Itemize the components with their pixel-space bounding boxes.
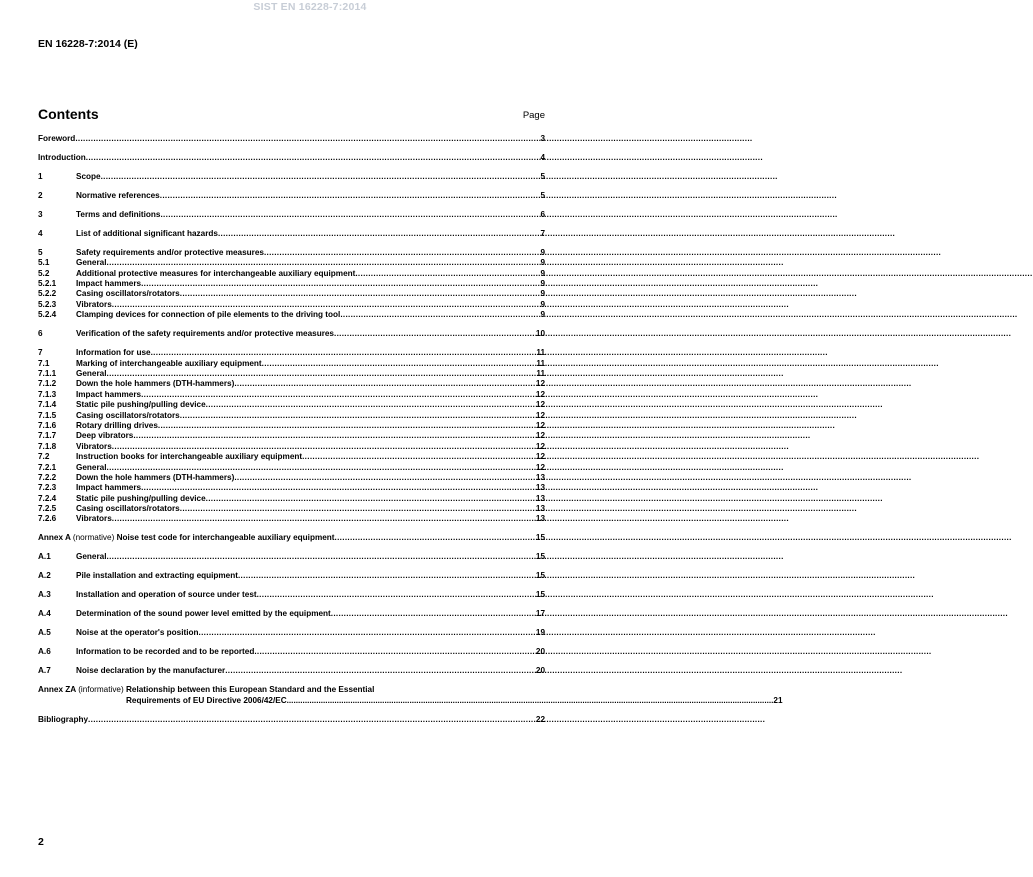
- leader-dots: [107, 258, 540, 268]
- toc-entry-number: 7.1.8: [38, 441, 57, 451]
- toc-entry-page: 15: [535, 571, 545, 581]
- toc-entry-number: A.7: [38, 666, 51, 676]
- toc-entry-page: 3: [540, 133, 545, 143]
- toc-entry-number: 5.2.2: [38, 289, 57, 299]
- leader-dots: [141, 390, 535, 400]
- leader-dots: [234, 473, 535, 483]
- toc-entry-6[interactable]: [38, 329, 545, 339]
- toc-entry-title: Introduction: [38, 152, 86, 162]
- toc-entry-title: Deep vibrators: [76, 431, 134, 441]
- toc-entry-number: 5.2: [38, 268, 50, 278]
- toc-entry-number: 7.1.7: [38, 431, 57, 441]
- toc-entry-number: 6: [38, 329, 43, 339]
- toc-entry-2[interactable]: [38, 191, 545, 201]
- toc-entry-title: Foreword: [38, 133, 76, 143]
- toc-entry-page: 19: [535, 628, 545, 638]
- toc-entry-page: 13: [535, 504, 545, 514]
- toc-entry-title: Safety requirements and/or protective measures: [76, 247, 264, 257]
- toc-entry-number: 5.1: [38, 258, 50, 268]
- leader-dots: [238, 571, 535, 581]
- watermark: SIST EN 16228-7:2014: [253, 1, 367, 13]
- toc-entry-title: Noise declaration by the manufacturer: [76, 666, 226, 676]
- leader-dots: [180, 289, 540, 299]
- toc-entry-title: General: [76, 462, 107, 472]
- page-column-label: Page: [522, 110, 545, 121]
- leader-dots: [340, 310, 539, 320]
- toc-entry-a-6[interactable]: [38, 647, 545, 657]
- leader-dots: [151, 348, 536, 358]
- toc-entry-title: [38, 533, 335, 543]
- toc-entry-7-1-1[interactable]: [38, 369, 545, 379]
- toc-entry-number: 7.1.2: [38, 379, 57, 389]
- toc-entry-page: 13: [535, 493, 545, 503]
- leader-dots: [355, 269, 539, 279]
- toc-entry-page: 20: [535, 647, 545, 657]
- toc-entry-number: 4: [38, 228, 43, 238]
- toc-entry-title: Information to be recorded and to be reported: [76, 647, 255, 657]
- leader-dots: [158, 421, 535, 431]
- annex-za-title-group: [126, 685, 783, 706]
- toc-entry-title: Vibrators: [76, 299, 112, 309]
- toc-entry-number: 5: [38, 247, 43, 257]
- leader-dots: [180, 411, 535, 421]
- toc-entry-number: A.4: [38, 609, 51, 619]
- toc-entry-7-1-8[interactable]: [38, 442, 545, 452]
- toc-entry-7-2-3[interactable]: [38, 483, 545, 493]
- page-number: 2: [38, 836, 44, 848]
- toc-entry-title: Noise at the operator's position: [76, 628, 199, 638]
- toc-entry-page: 4: [540, 152, 545, 162]
- leader-dots: [86, 153, 540, 163]
- toc-entry-page: 11: [536, 368, 545, 378]
- toc-entry-number: A.2: [38, 571, 51, 581]
- annex-title: Noise test code for interchangeable auxiliary equipment: [116, 533, 335, 543]
- toc-entry-page: 9: [540, 310, 545, 320]
- toc-entry-number: A.6: [38, 647, 51, 657]
- annex-title-line-2: Requirements of EU Directive 2006/42/EC: [125, 695, 287, 705]
- leader-dots: [257, 590, 535, 600]
- toc-entry-3[interactable]: [38, 210, 545, 220]
- toc-entry-title: Bibliography: [38, 714, 89, 724]
- toc-entry-a-1[interactable]: [38, 552, 545, 562]
- toc-entry-7-2-2[interactable]: [38, 473, 545, 483]
- annex-label: Annex A: [38, 533, 71, 543]
- toc-entry-introduction[interactable]: [38, 153, 545, 163]
- leader-dots: [199, 628, 535, 638]
- toc-entry-title: Clamping devices for connection of pile elements to the driving tool: [76, 310, 341, 320]
- toc-entry-title: Casing oscillators/rotators: [76, 410, 180, 420]
- leader-dots: [287, 696, 774, 706]
- toc-entry-title: General: [76, 258, 107, 268]
- toc-entry-5-2-3[interactable]: [38, 300, 545, 310]
- toc-entry-page: 9: [540, 289, 545, 299]
- leader-dots: [335, 533, 535, 543]
- toc-entry-page: 12: [535, 420, 545, 430]
- toc-entry-number: 1: [38, 171, 43, 181]
- toc-entry-title: Pile installation and extracting equipment: [76, 571, 238, 581]
- toc-entry-number: 7.2.2: [38, 472, 57, 482]
- toc-entry-number: 7.2.3: [38, 483, 57, 493]
- toc-entry-7-2[interactable]: [38, 452, 545, 462]
- toc-entry-number: 5.2.3: [38, 299, 57, 309]
- annex-label: Annex ZA: [38, 685, 76, 695]
- toc-entry-page: 9: [540, 247, 545, 257]
- annex-za-label-group: [38, 685, 126, 706]
- annex-kind: (informative): [78, 685, 124, 695]
- leader-dots: [234, 379, 535, 389]
- toc-entry-page: 12: [535, 410, 545, 420]
- leader-dots: [302, 452, 535, 462]
- toc-entry-title: List of additional significant hazards: [76, 228, 218, 238]
- toc-entry-page: 12: [535, 379, 545, 389]
- toc-entry-title: Casing oscillators/rotators: [76, 504, 180, 514]
- toc-entry-number: 3: [38, 209, 43, 219]
- toc-entry-7-1-2[interactable]: [38, 379, 545, 389]
- leader-dots: [206, 400, 535, 410]
- leader-dots: [107, 369, 536, 379]
- toc-entry-title: Casing oscillators/rotators: [76, 289, 180, 299]
- toc-entry-title: General: [76, 552, 107, 562]
- toc-entry-title: Scope: [76, 171, 101, 181]
- toc-entry-page: 12: [535, 452, 545, 462]
- toc-entry-title: Vibrators: [76, 514, 112, 524]
- table-of-contents: [38, 133, 783, 725]
- contents-heading: Contents: [38, 106, 99, 122]
- toc-entry-title: Determination of the sound power level emitted by the equipment: [76, 609, 331, 619]
- toc-entry-title: Marking of interchangeable auxiliary equipment: [76, 358, 262, 368]
- toc-entry-a-7[interactable]: [38, 666, 545, 676]
- toc-entry-page: 11: [536, 348, 545, 358]
- toc-entry-a-4[interactable]: [38, 609, 545, 619]
- toc-entry-number: 7.1.5: [38, 410, 57, 420]
- toc-entry-page: 9: [540, 268, 545, 278]
- toc-entry-page: 12: [535, 389, 545, 399]
- toc-entry-number: 7.1.3: [38, 389, 57, 399]
- toc-entry-page: 7: [540, 228, 545, 238]
- toc-entry-number: 7.1.4: [38, 400, 57, 410]
- toc-entry-title: Static pile pushing/pulling device: [76, 493, 206, 503]
- toc-entry-5[interactable]: [38, 248, 545, 258]
- toc-entry-annex-za[interactable]: [38, 685, 783, 706]
- toc-entry-title: Information for use: [76, 348, 151, 358]
- leader-dots: [75, 134, 539, 144]
- toc-entry-7-2-6[interactable]: [38, 514, 545, 524]
- toc-entry-number: A.1: [38, 552, 51, 562]
- toc-entry-title: Installation and operation of source under test: [76, 590, 257, 600]
- toc-entry-title: Terms and definitions: [76, 209, 161, 219]
- toc-entry-page: 13: [535, 472, 545, 482]
- toc-entry-bibliography[interactable]: [38, 715, 545, 725]
- leader-dots: [218, 229, 540, 239]
- toc-entry-title: Vibrators: [76, 441, 112, 451]
- toc-entry-foreword[interactable]: [38, 134, 545, 144]
- toc-entry-page: 11: [536, 358, 545, 368]
- toc-entry-page: 5: [540, 190, 545, 200]
- leader-dots: [180, 504, 535, 514]
- leader-dots: [262, 359, 536, 369]
- leader-dots: [101, 172, 540, 182]
- toc-entry-5-2-1[interactable]: [38, 279, 545, 289]
- leader-dots: [141, 483, 535, 493]
- toc-entry-title: Impact hammers: [76, 389, 142, 399]
- toc-entry-page: 10: [535, 329, 545, 339]
- toc-entry-page: 9: [540, 279, 545, 289]
- leader-dots: [206, 494, 535, 504]
- annex-kind: (normative): [72, 533, 115, 543]
- toc-entry-a-2[interactable]: [38, 571, 545, 581]
- toc-entry-1[interactable]: [38, 172, 545, 182]
- toc-entry-5-1[interactable]: [38, 258, 545, 268]
- toc-entry-title: Down the hole hammers (DTH-hammers): [76, 379, 235, 389]
- toc-entry-number: A.5: [38, 628, 51, 638]
- toc-entry-page: 21: [773, 695, 783, 705]
- leader-dots: [225, 666, 535, 676]
- toc-entry-number: 7.1.6: [38, 420, 57, 430]
- leader-dots: [160, 191, 540, 201]
- toc-entry-7-2-4[interactable]: [38, 494, 545, 504]
- toc-entry-page: 12: [535, 431, 545, 441]
- toc-entry-number: 5.2.4: [38, 310, 57, 320]
- toc-entry-5-2-4[interactable]: [38, 310, 545, 320]
- toc-entry-5-2[interactable]: [38, 269, 545, 279]
- leader-dots: [133, 431, 535, 441]
- toc-entry-page: 9: [540, 258, 545, 268]
- toc-entry-page: 15: [535, 590, 545, 600]
- leader-dots: [264, 248, 540, 258]
- toc-entry-title: Impact hammers: [76, 483, 142, 493]
- toc-entry-page: 20: [535, 666, 545, 676]
- leader-dots: [160, 210, 539, 220]
- toc-entry-title: Down the hole hammers (DTH-hammers): [76, 472, 235, 482]
- toc-entry-a-5[interactable]: [38, 628, 545, 638]
- toc-entry-page: 15: [535, 552, 545, 562]
- toc-entry-number: 7.2: [38, 452, 50, 462]
- toc-entry-number: 7.2.4: [38, 493, 57, 503]
- toc-entry-7-1-4[interactable]: [38, 400, 545, 410]
- annex-title-line-2-row: [126, 696, 783, 706]
- toc-entry-number: 7.2.5: [38, 504, 57, 514]
- toc-entry-annex-a[interactable]: [38, 533, 545, 543]
- toc-entry-7-1-5[interactable]: [38, 411, 545, 421]
- toc-entry-title: General: [76, 368, 107, 378]
- toc-entry-page: 12: [535, 441, 545, 451]
- toc-entry-a-3[interactable]: [38, 590, 545, 600]
- toc-entry-number: 5.2.1: [38, 279, 57, 289]
- toc-entry-page: 12: [535, 462, 545, 472]
- toc-entry-title: Impact hammers: [76, 279, 142, 289]
- leader-dots: [254, 647, 535, 657]
- toc-entry-7[interactable]: [38, 348, 545, 358]
- toc-entry-7-1-7[interactable]: [38, 431, 545, 441]
- toc-entry-number: 7.1.1: [38, 368, 57, 378]
- leader-dots: [112, 300, 540, 310]
- toc-entry-7-2-1[interactable]: [38, 463, 545, 473]
- toc-entry-number: 7.2.1: [38, 462, 57, 472]
- toc-entry-7-1-6[interactable]: [38, 421, 545, 431]
- toc-entry-page: 13: [535, 514, 545, 524]
- toc-entry-number: 7.2.6: [38, 514, 57, 524]
- leader-dots: [141, 279, 539, 289]
- leader-dots: [112, 514, 535, 524]
- toc-entry-page: 13: [535, 483, 545, 493]
- leader-dots: [334, 329, 535, 339]
- toc-entry-title: Rotary drilling drives: [76, 420, 158, 430]
- toc-entry-number: 7: [38, 348, 43, 358]
- toc-entry-title: Verification of the safety requirements and/or protective measures: [76, 329, 334, 339]
- leader-dots: [331, 609, 535, 619]
- toc-entry-page: 9: [540, 299, 545, 309]
- toc-entry-page: 22: [535, 714, 545, 724]
- toc-entry-title: Instruction books for interchangeable auxiliary equipment: [76, 452, 303, 462]
- toc-entry-4[interactable]: [38, 229, 545, 239]
- toc-entry-number: 2: [38, 190, 43, 200]
- toc-entry-page: 15: [535, 533, 545, 543]
- annex-title-line-1: Relationship between this European Standard and the Essential: [125, 685, 375, 695]
- toc-entry-page: 6: [540, 209, 545, 219]
- leader-dots: [112, 442, 535, 452]
- leader-dots: [107, 552, 535, 562]
- toc-entry-page: 12: [535, 400, 545, 410]
- document-id: EN 16228-7:2014 (E): [38, 38, 138, 50]
- toc-entry-title: Normative references: [76, 190, 160, 200]
- toc-entry-number: 7.1: [38, 358, 50, 368]
- leader-dots: [88, 715, 535, 725]
- toc-entry-7-1-3[interactable]: [38, 390, 545, 400]
- toc-entry-title: Static pile pushing/pulling device: [76, 400, 206, 410]
- toc-entry-number: A.3: [38, 590, 51, 600]
- toc-entry-page: 5: [540, 171, 545, 181]
- toc-entry-page: 17: [535, 609, 545, 619]
- toc-entry-7-1[interactable]: [38, 359, 545, 369]
- toc-entry-5-2-2[interactable]: [38, 289, 545, 299]
- toc-entry-title: Additional protective measures for interchangeable auxiliary equipment: [76, 268, 356, 278]
- leader-dots: [107, 463, 535, 473]
- toc-entry-7-2-5[interactable]: [38, 504, 545, 514]
